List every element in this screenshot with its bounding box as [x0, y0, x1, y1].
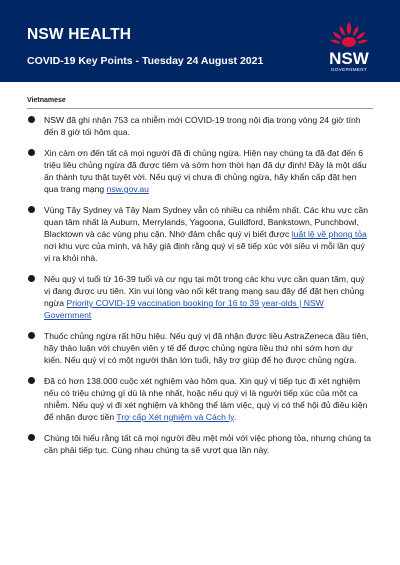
key-point-1 — [27, 114, 373, 138]
header-banner — [0, 0, 400, 82]
page-subtitle: COVID-19 Key Points - Tuesday 24 August 2021 — [27, 55, 264, 67]
logo-text: NSW — [329, 49, 369, 68]
page-title: NSW HEALTH — [27, 26, 132, 43]
bullet-icon — [28, 275, 35, 282]
key-point-text: NSW đã ghi nhận 753 ca nhiễm mới COVID-19 trong nội địa trong vòng 24 giờ tính đến 8 giờ tối hôm qua. — [44, 115, 361, 137]
key-point-text: Chúng tôi hiểu rằng tất cả mọi người đều mệt mỏi với việc phong tỏa, nhưng chúng ta cần phải tiếp tục. Cùng nhau chúng ta sẽ vượt qua lần này. — [44, 433, 372, 455]
bullet-icon — [28, 332, 35, 339]
key-point-7 — [27, 432, 373, 456]
key-point-text: nơi khu vực của mình, và hãy giả định rằng quý vị sẽ tiếp xúc với siêu vi mỗi lần quý vị ra khỏi nhà. — [44, 241, 365, 263]
nsw-gov-link[interactable]: nsw.gov.au — [106, 184, 149, 194]
bullet-icon — [28, 206, 35, 213]
logo-subtext: GOVERNMENT — [331, 67, 367, 72]
key-point-3 — [27, 204, 373, 264]
key-point-text: Nếu quý vị tuổi từ 16-39 tuổi và cư ngụ tại một trong các khu vực cần quan tâm, quý vị đang được ưu tiên. Xin vui lòng vào nối kết trang mạng sau đây để đặt hẹn chủng ngừa — [44, 274, 365, 308]
key-point-5 — [27, 330, 373, 366]
vaccination-booking-link[interactable]: Priority COVID-19 vaccination booking for 16 to 39 year-olds | NSW Government — [44, 298, 324, 320]
key-point-text: Xin cảm ơn đến tất cả mọi người đã đi chủng ngừa. Hiện nay chúng ta đã đạt đến 6 triệu liều chủng ngừa đã được tiêm và sớm hơn thời hạn đã dự định! Đây là một dấu ấn thành tựu thật tuyệt vời. Nếu quý vị chưa đi chủng ngừa, hãy khẩn cấp đặt hẹn qua trang mạng — [44, 148, 367, 194]
key-point-4 — [27, 273, 373, 321]
key-points-list — [27, 114, 373, 465]
divider — [27, 108, 373, 109]
key-point-text: Đã có hơn 138.000 cuộc xét nghiệm vào hôm qua. Xin quý vị tiếp tục đi xét nghiệm nếu có triệu chứng gì dù là nhẹ nhất, hoặc nếu quý vị là người tiếp xúc của một ca nhiễm. Nếu quý vị đi xét nghiệm và không thể làm việc, quý vị có thể hội đủ điều kiện để nhận được tiền — [44, 376, 368, 422]
bullet-icon — [28, 149, 35, 156]
test-isolation-payment-link[interactable]: Trợ cấp Xét nghiệm và Cách ly — [116, 412, 234, 422]
key-point-text: Vùng Tây Sydney và Tây Nam Sydney vẫn có nhiều ca nhiễm nhất. Các khu vực cần quan tâm nhất là Auburn, Merrylands, Yagoona, Guildford, Bankstown, Punchbowl, Blacktown và các vùng phụ cận. Nhớ đảm chắc quý vị biết được — [44, 205, 369, 239]
bullet-icon — [28, 377, 35, 384]
key-point-6 — [27, 375, 373, 423]
key-point-text: Thuốc chủng ngừa rất hữu hiệu. Nếu quý vị đã nhận được liều AstraZeneca đầu tiên, hãy thảo luận với chuyên viên y tế để được chủng ngừa liều thứ nhì sớm hơn dự kiến. Nếu quý vị có một người thân lớn tuổi, hãy trợ giúp để họ được chủng ngừa. — [44, 331, 369, 365]
key-point-text: . — [233, 412, 237, 422]
bullet-icon — [28, 116, 35, 123]
lockdown-rules-link[interactable]: luật lệ về phong tỏa — [291, 229, 367, 239]
bullet-icon — [28, 434, 35, 441]
key-point-2 — [27, 147, 373, 195]
language-label: Vietnamese — [27, 97, 66, 104]
